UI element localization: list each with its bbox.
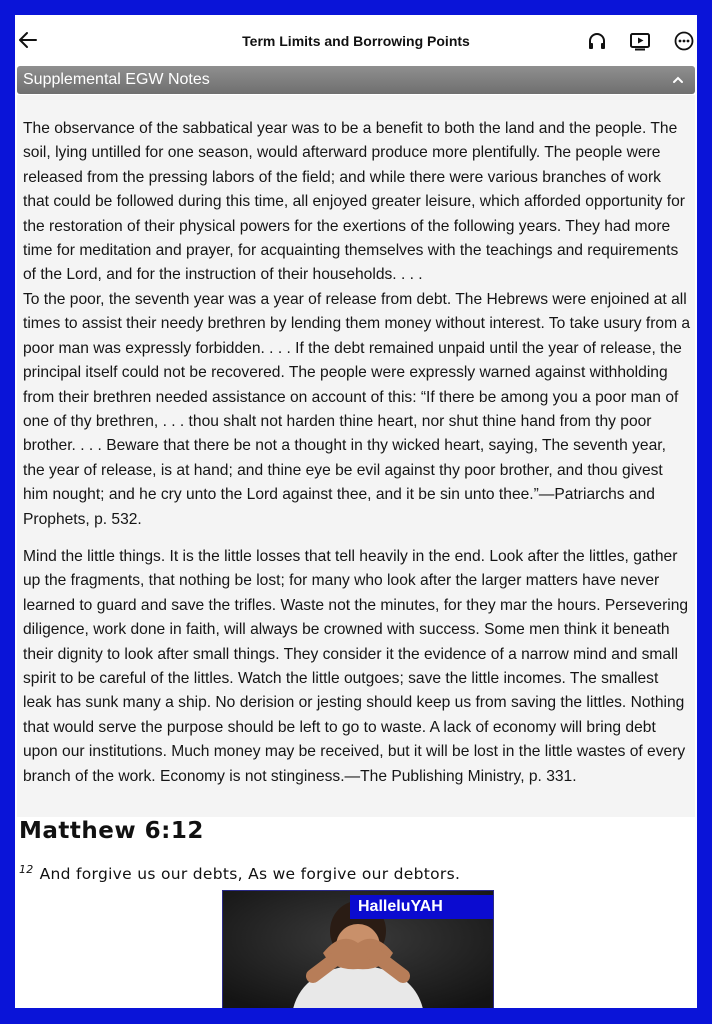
verse-number: 12 (19, 863, 34, 876)
page-title: Term Limits and Borrowing Points (242, 33, 470, 49)
caption-badge (350, 895, 493, 919)
praying-man-image (222, 890, 494, 1008)
verse-text-line (19, 863, 460, 883)
notes-content (17, 95, 695, 817)
notes-paragraph: To the poor, the seventh year was a year of release from debt. The Hebrews were enjoined at all times to assist their needy brethren by lending them money without interest. To take usury from a poor man was expressly forbidden. . . . If the debt remained unpaid until the year of release, the principal itself could not be recovered. The people were expressly warned against withholding from their brethren needed assistance on account of this: “If there be among you a poor man of one of thy brethren, . . . thou shalt not harden thine heart, nor shut thine hand from thy poor brother. . . . Beware that there be not a thought in thy wicked heart, saying, The seventh year, the year of release, is at hand; and thine eye be evil against thy poor brother, and thou givest him nought; and he cry unto the Lord against thee, and it be sin unto thee.”—Patriarchs and Prophets, p. 532. (23, 291, 691, 528)
notes-paragraph: The observance of the sabbatical year was to be a benefit to both the land and the people. The soil, lying untilled for one season, would afterward produce more plentifully. The people were released from the pressing labors of the field; and while there were various branches of work that could be followed during this time, all enjoyed greater leisure, which afforded opportunity for the restoration of their physical powers for the exertions of the following years. They had more time for meditation and prayer, for acquainting themselves with the teachings and requirements of the Lord, and for the instruction of their households. . . . (23, 120, 685, 284)
more-options-icon[interactable] (673, 30, 695, 52)
top-bar (15, 15, 697, 65)
chevron-up-icon[interactable] (671, 74, 685, 86)
app-frame (15, 15, 697, 1008)
verse-reference: Matthew 6:12 (19, 818, 204, 844)
play-screen-icon[interactable] (629, 30, 651, 52)
supplemental-notes-header[interactable] (17, 66, 695, 94)
notes-paragraph: Mind the little things. It is the little losses that tell heavily in the end. Look after the littles, gather up the fragments, that nothing be lost; for many who look after the larger matters have never learned to guard and save the trifles. Waste not the minutes, for they mar the hours. Persevering diligence, work done in faith, will always be crowned with success. Some men think it beneath their dignity to look after small things. They consider it the evidence of a narrow mind and small spirit to be careful of the littles. Watch the little outgoes; save the little incomes. The smallest leak has sunk many a ship. No derision or jesting should keep us from saving the littles. Nothing that would serve the purpose should be left to go to waste. A lack of economy will bring debt upon our institutions. Much money may be received, but it will be lost in the little wastes of every branch of the work. Economy is not stinginess.—The Publishing Ministry, p. 331. (23, 548, 689, 785)
section-label: Supplemental EGW Notes (23, 71, 210, 88)
headphones-icon[interactable] (586, 30, 608, 52)
verse-text: And forgive us our debts, As we forgive our debtors. (39, 865, 461, 884)
caption-text: HalleluYAH (358, 898, 443, 915)
